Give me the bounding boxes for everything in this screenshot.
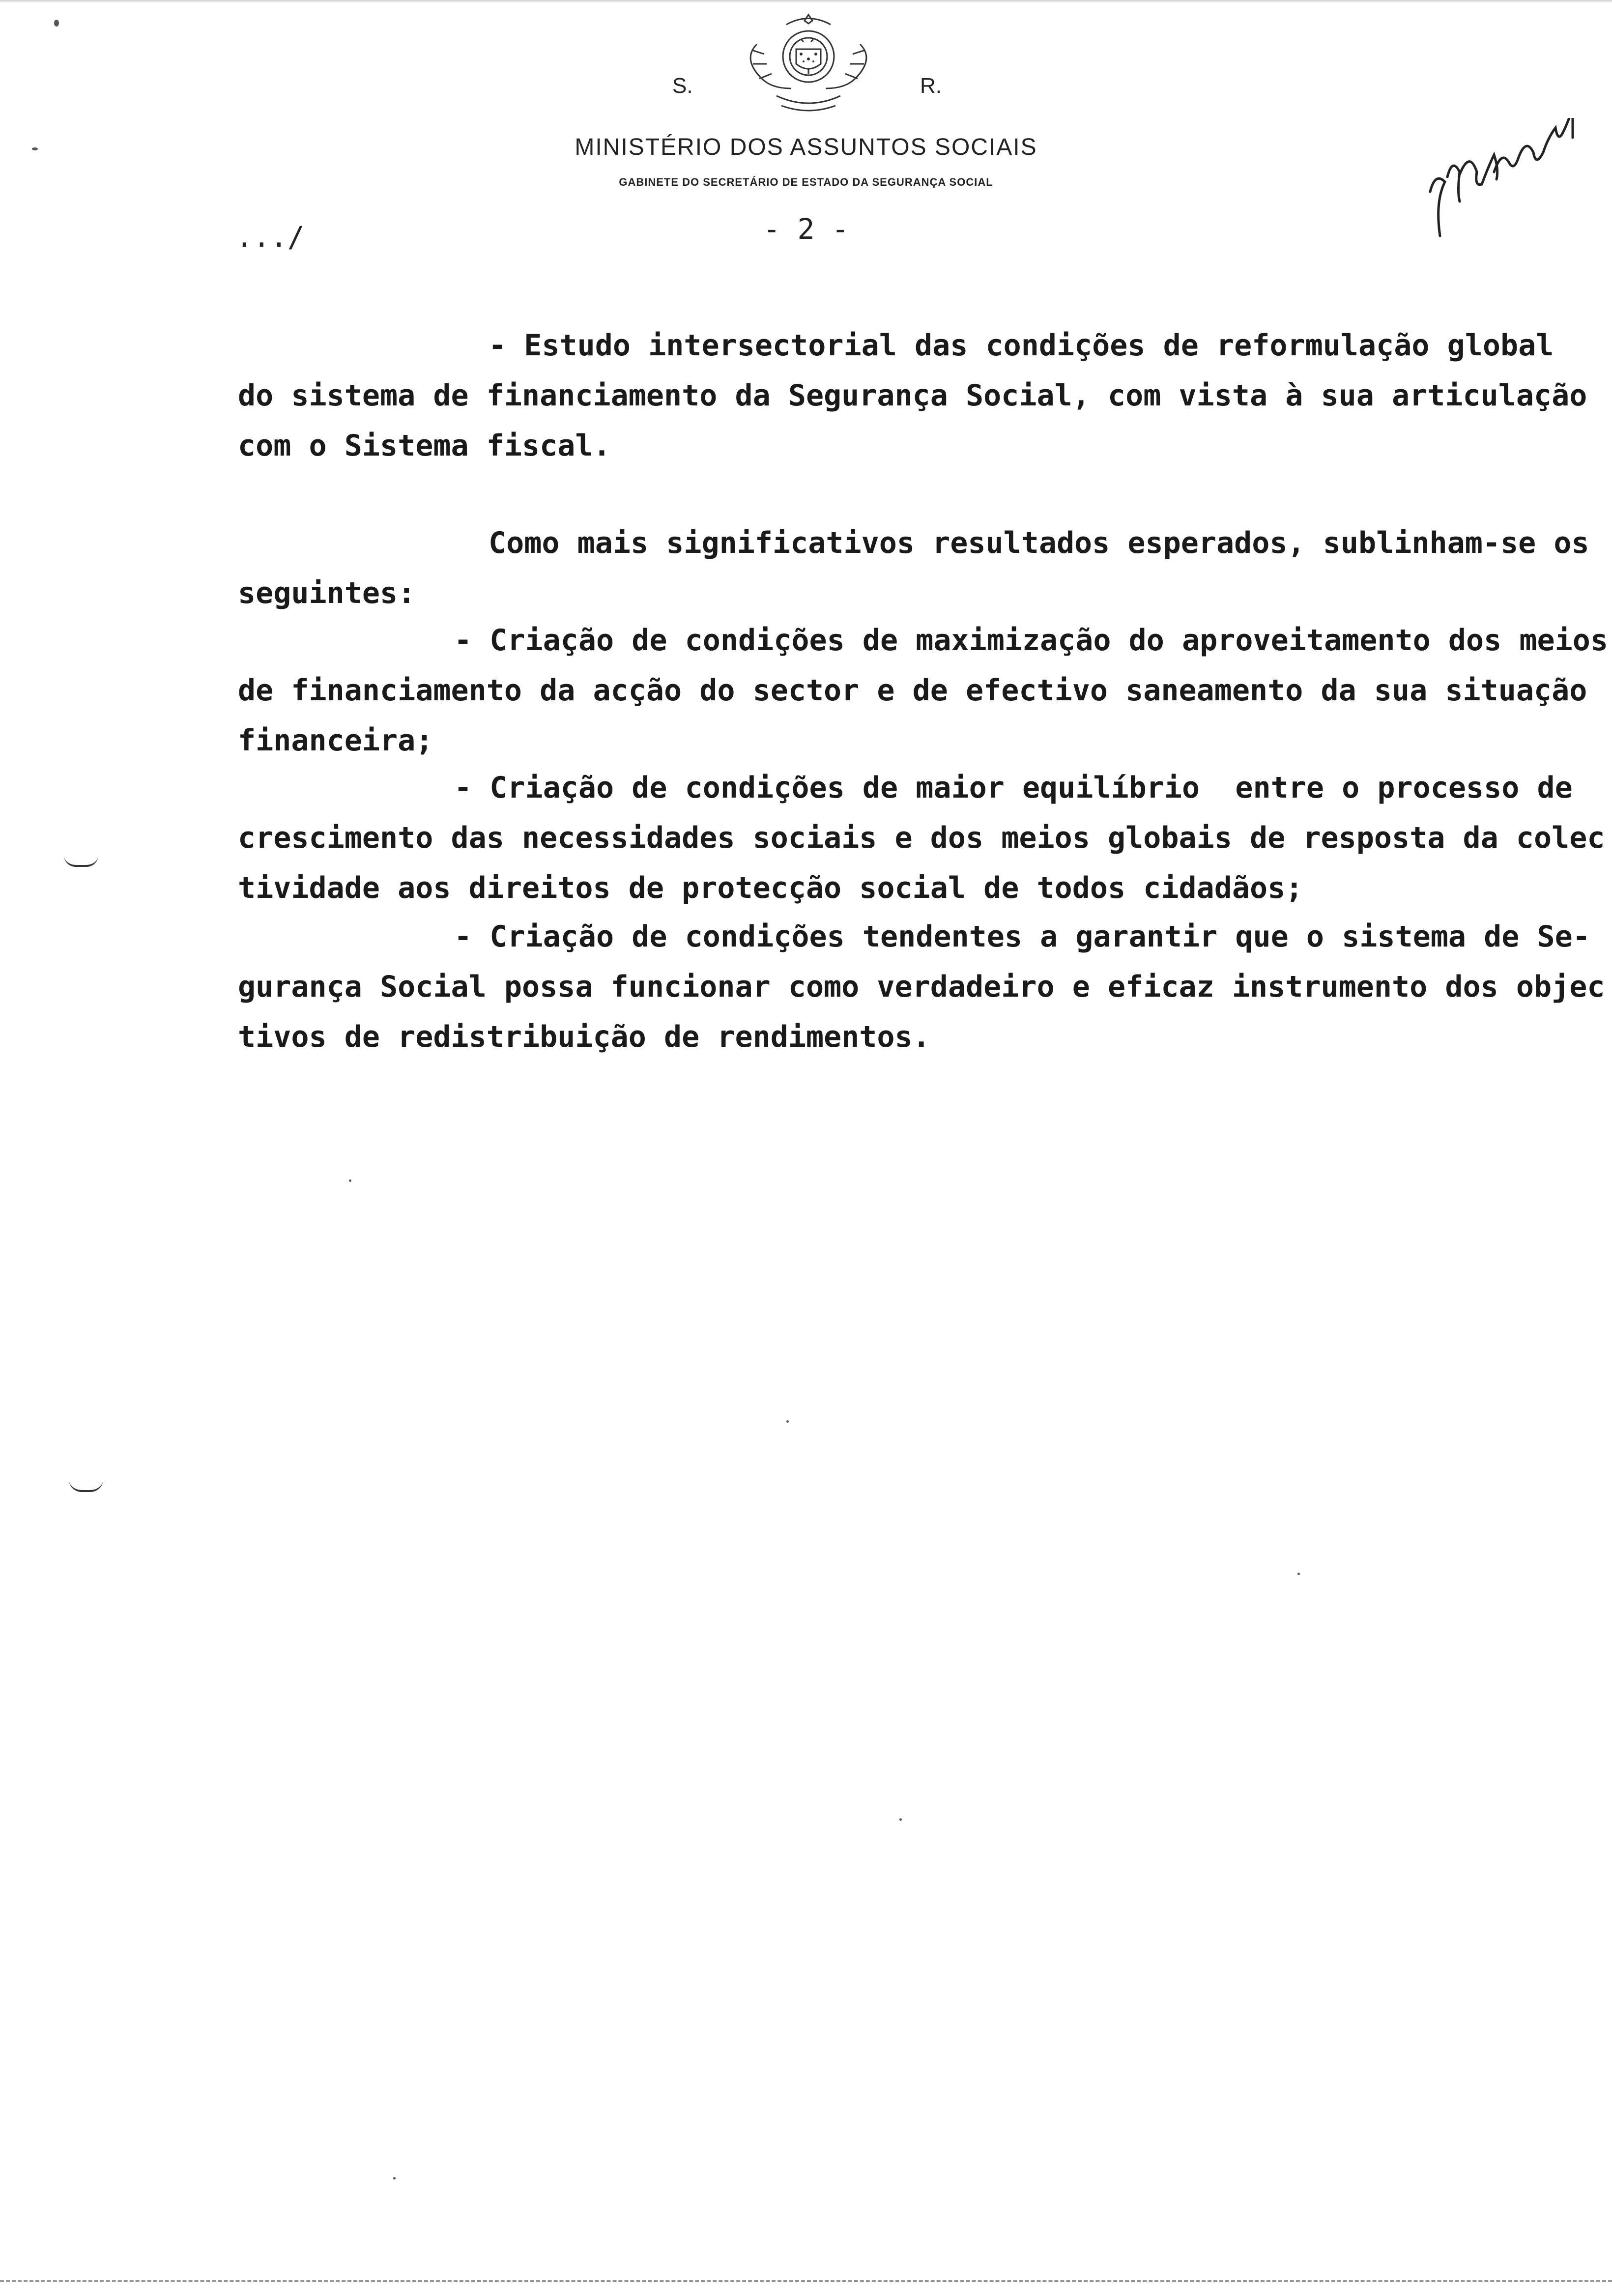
text-line: tivos de redistribuição de rendimentos. (238, 1020, 930, 1054)
text-line: - Criação de condições de maximização do aproveitamento dos meios (454, 623, 1608, 658)
scan-speck (899, 1818, 902, 1821)
paragraph-1 (238, 320, 1587, 471)
paragraph-3 (238, 615, 1608, 766)
scan-speck (393, 2177, 396, 2180)
paragraph-5 (238, 912, 1605, 1062)
continuation-mark: .../ (236, 220, 305, 254)
text-line: gurança Social possa funcionar como verdadeiro e eficaz instrumento dos objec (238, 970, 1605, 1004)
scan-speck (32, 147, 38, 150)
letterhead-left-initial: S. (672, 74, 693, 98)
top-edge (0, 0, 1612, 3)
margin-mark (69, 1479, 103, 1492)
paragraph-4 (238, 763, 1605, 913)
scan-speck (349, 1179, 351, 1182)
scan-speck (54, 20, 59, 27)
text-line: com o Sistema fiscal. (238, 429, 611, 463)
text-line: - Criação de condições de maior equilíbrio entre o processo de (454, 771, 1573, 805)
ministry-title: MINISTÉRIO DOS ASSUNTOS SOCIAIS (575, 134, 1037, 160)
text-line: financeira; (238, 723, 433, 758)
text-line: seguintes: (238, 576, 416, 610)
text-line: do sistema de financiamento da Segurança Social, com vista à sua articulação (238, 378, 1587, 413)
letterhead-right-initial: R. (920, 74, 942, 98)
cabinet-subtitle: GABINETE DO SECRETÁRIO DE ESTADO DA SEGURANÇA SOCIAL (619, 176, 993, 188)
paragraph-2 (238, 518, 1589, 618)
text-line: Como mais significativos resultados esperados, sublinham-se os (489, 526, 1589, 560)
bottom-edge (0, 2280, 1612, 2286)
text-line: crescimento das necessidades sociais e dos meios globais de resposta da colec (238, 821, 1605, 855)
text-line: tividade aos direitos de protecção social de todos cidadãos; (238, 871, 1303, 905)
text-line: de financiamento da acção do sector e de efectivo saneamento da sua situação (238, 673, 1587, 708)
page-number: - 2 - (763, 212, 849, 246)
coat-of-arms-icon (727, 10, 890, 123)
handwritten-signature (1425, 118, 1602, 246)
scan-speck (1297, 1573, 1300, 1575)
text-line: - Estudo intersectorial das condições de reformulação global (489, 328, 1554, 363)
margin-mark (64, 855, 98, 867)
text-line: - Criação de condições tendentes a garantir que o sistema de Se- (454, 919, 1590, 954)
scan-speck (786, 1420, 789, 1423)
